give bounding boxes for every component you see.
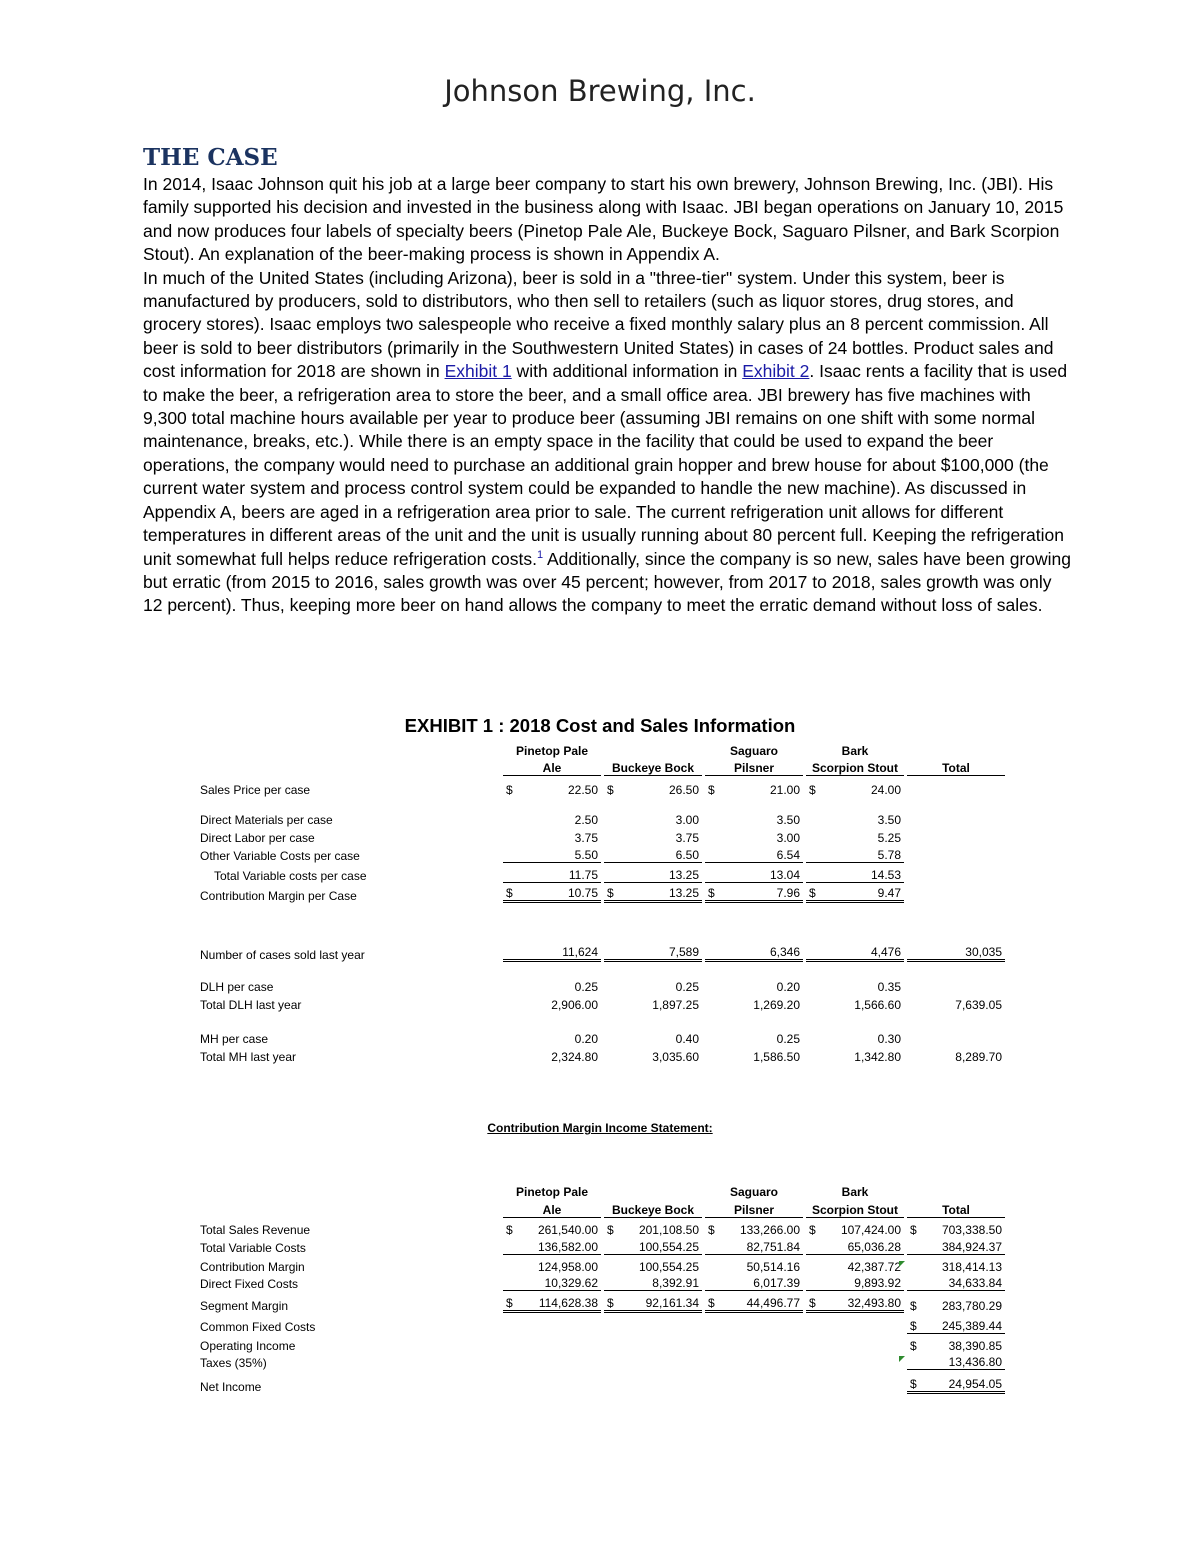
row-label: Common Fixed Costs xyxy=(200,1320,316,1334)
cell-value: 0.20 xyxy=(574,1032,598,1046)
cell-value: 0.30 xyxy=(877,1032,901,1046)
cell-value: 0.40 xyxy=(675,1032,699,1046)
cell-total: 34,633.84 xyxy=(907,1276,1005,1291)
row-total-sales-revenue: Total Sales Revenue $ 261,540.00 $ 201,108.50 $ 133,266.00 $ 107,424.00 $ 703,338.50 xyxy=(200,1223,1002,1237)
row-label: Sales Price per case xyxy=(200,783,311,797)
cell-value: 3.00 xyxy=(776,831,800,845)
cell-value: 4,476 xyxy=(806,945,904,962)
cell-value: 2,324.80 xyxy=(551,1050,598,1064)
exhibit-1-title: EXHIBIT 1 : 2018 Cost and Sales Information xyxy=(404,715,796,736)
cell-total: 38,390.85 xyxy=(948,1339,1002,1353)
row-label: Total DLH last year xyxy=(200,998,302,1012)
cell-value: 5.50 xyxy=(503,848,601,863)
row-label: Total Variable costs per case xyxy=(214,869,367,883)
row-label: Other Variable Costs per case xyxy=(200,849,360,863)
row-operating-income: Operating Income $ 38,390.85 xyxy=(200,1339,1002,1353)
cell-value: 6.54 xyxy=(705,848,803,863)
col-pinetop-top: Pinetop Pale xyxy=(515,744,589,758)
cell-total: 283,780.29 xyxy=(941,1299,1002,1313)
case-body xyxy=(143,173,1073,618)
exhibit-1-link[interactable]: Exhibit 1 xyxy=(444,361,512,382)
header-row-2 xyxy=(200,1199,985,1218)
row-segment-margin: Segment Margin $ 114,628.38 $ 92,161.34 $ 44,496.77 $ 32,493.80 $ 283,780.29 xyxy=(200,1296,1002,1313)
cell-value: 114,628.38 xyxy=(538,1296,598,1310)
header-row-1 xyxy=(200,739,985,758)
col-pinetop: Ale xyxy=(503,1203,601,1218)
cell-value: 11,624 xyxy=(503,945,601,962)
cell-value: 0.20 xyxy=(776,980,800,994)
paragraph-2-part-2: with additional information in xyxy=(511,361,743,382)
row-label: Contribution Margin xyxy=(200,1260,305,1274)
row-label: Total Variable Costs xyxy=(200,1241,306,1255)
cell-total: 24,954.05 xyxy=(948,1377,1002,1391)
cell-value: 2.50 xyxy=(574,813,598,827)
cell-value: 0.25 xyxy=(574,980,598,994)
cell-value: 42,387.72 xyxy=(847,1260,901,1274)
row-label: DLH per case xyxy=(200,980,274,994)
cell-value: 11.75 xyxy=(503,868,601,883)
row-net-income: Net Income $ 24,954.05 xyxy=(200,1370,985,1394)
cell-value: 1,586.50 xyxy=(753,1050,800,1064)
row-label: Contribution Margin per Case xyxy=(200,889,357,903)
cell-value: 0.25 xyxy=(776,1032,800,1046)
row-common-fixed-costs: Common Fixed Costs $ 245,389.44 xyxy=(200,1313,985,1334)
cell-value: 3.50 xyxy=(776,813,800,827)
col-buckeye: Buckeye Bock xyxy=(604,761,702,776)
cell-value: 1,342.80 xyxy=(854,1050,901,1064)
col-saguaro-top: Saguaro xyxy=(729,1185,778,1199)
row-direct-labor xyxy=(200,827,985,845)
cell-value: 44,496.77 xyxy=(746,1296,800,1310)
cell-value: 1,897.25 xyxy=(652,998,699,1012)
paragraph-2-part-1: In much of the United States (including Arizona), beer is sold in a "three-tier" system. Under this system, beer is manufactured by producers, sold to distributors, who then sell to retailers (such as liquor stores, drug stores, and grocery stores). Isaac employs two salespeople who receive a fixed monthly salary plus an 8 percent commission. All beer is sold to beer distributors (primarily in the Southwestern United States) in cases of 24 bottles. Product sales and cost information for 2018 are shown in xyxy=(143,267,1054,382)
cell-value: 124,958.00 xyxy=(537,1260,598,1274)
cm-statement-title: Contribution Margin Income Statement: xyxy=(487,1121,713,1135)
row-label: Direct Labor per case xyxy=(200,831,315,845)
document-title: Johnson Brewing, Inc. xyxy=(444,74,756,108)
col-bark: Scorpion Stout xyxy=(806,761,904,776)
cell-value: 3.00 xyxy=(675,813,699,827)
cell-value: 3.75 xyxy=(574,831,598,845)
row-cases-sold xyxy=(200,941,1002,962)
cell-value: 2,906.00 xyxy=(551,998,598,1012)
cell-value: 8,392.91 xyxy=(604,1276,702,1291)
col-bark-top: Bark xyxy=(841,744,869,758)
cell-value: 6,017.39 xyxy=(705,1276,803,1291)
row-mh-per-case xyxy=(200,1028,985,1046)
row-label: Direct Fixed Costs xyxy=(200,1277,299,1291)
cell-value: 26.50 xyxy=(668,783,699,797)
cell-value: 7,589 xyxy=(604,945,702,962)
cell-value: 10.75 xyxy=(567,886,598,900)
header-row-2 xyxy=(200,758,985,776)
row-taxes xyxy=(200,1353,1002,1370)
cell-value: 13.25 xyxy=(604,868,702,883)
cell-total: 7,639.05 xyxy=(955,998,1002,1012)
col-buckeye: Buckeye Bock xyxy=(604,1203,702,1218)
cell-value: 0.25 xyxy=(675,980,699,994)
cell-value: 0.35 xyxy=(877,980,901,994)
cell-value: 32,493.80 xyxy=(847,1296,901,1310)
row-total-variable xyxy=(200,863,985,883)
row-other-variable xyxy=(200,845,985,863)
col-saguaro: Pilsner xyxy=(705,761,803,776)
cell-value: 3,035.60 xyxy=(652,1050,699,1064)
cell-note-marker xyxy=(899,1261,905,1267)
row-label: Total Sales Revenue xyxy=(200,1223,311,1237)
cell-value: 107,424.00 xyxy=(840,1223,901,1237)
row-label: Operating Income xyxy=(200,1339,296,1353)
cm-statement-table xyxy=(200,1180,1002,1394)
exhibit-2-link[interactable]: Exhibit 2 xyxy=(742,361,810,382)
header-row-1 xyxy=(200,1180,985,1199)
cell-value: 7.96 xyxy=(776,886,800,900)
row-dlh-per-case xyxy=(200,976,985,994)
cell-value: 6,346 xyxy=(705,945,803,962)
cell-value: 92,161.34 xyxy=(645,1296,699,1310)
cell-value: 82,751.84 xyxy=(705,1240,803,1255)
cell-total: 703,338.50 xyxy=(941,1223,1002,1237)
row-label: Direct Materials per case xyxy=(200,813,333,827)
row-total-mh xyxy=(200,1046,1002,1064)
cell-value: 1,566.60 xyxy=(854,998,901,1012)
row-direct-fixed-costs xyxy=(200,1274,1002,1291)
cell-value: 10,329.62 xyxy=(503,1276,601,1291)
cell-note-marker xyxy=(899,1356,905,1362)
row-label: Total MH last year xyxy=(200,1050,297,1064)
row-contribution-margin: Contribution Margin per Case $ 10.75 $ 13.25 $ 7.96 $ 9.47 xyxy=(200,883,985,903)
cell-value: 9.47 xyxy=(877,886,901,900)
col-total: Total xyxy=(907,1203,1005,1218)
cell-value: 24.00 xyxy=(870,783,901,797)
row-label: Net Income xyxy=(200,1380,262,1394)
cell-value: 5.78 xyxy=(806,848,904,863)
cell-value: 201,108.50 xyxy=(638,1223,699,1237)
paragraph-1: In 2014, Isaac Johnson quit his job at a large beer company to start his own brewery, Johnson Brewing, Inc. (JBI). His family supported his decision and invested in the business along with Isaac. JBI began operations on January 10, 2015 and now produces four labels of specialty beers (Pinetop Pale Ale, Buckeye Bock, Saguaro Pilsner, and Bark Scorpion Stout). An explanation of the beer-making process is shown in Appendix A. xyxy=(143,174,1064,265)
col-saguaro: Pilsner xyxy=(705,1203,803,1218)
col-bark-top: Bark xyxy=(841,1185,869,1199)
col-bark: Scorpion Stout xyxy=(806,1203,904,1218)
cell-value: 14.53 xyxy=(806,868,904,883)
cell-value: 50,514.16 xyxy=(746,1260,800,1274)
section-heading: THE CASE xyxy=(143,144,278,171)
cell-total: 384,924.37 xyxy=(907,1240,1005,1255)
cell-value: 3.50 xyxy=(877,813,901,827)
cell-total: 30,035 xyxy=(907,945,1005,962)
cell-value: 13.25 xyxy=(668,886,699,900)
cell-value: 9,893.92 xyxy=(806,1276,904,1291)
paragraph-2-part-4: Additionally, since the company is so new, sales have been growing but erratic (from 2015 to 2016, sales growth was over 45 percent; however, from 2017 to 2018, sales growth was only 12 percent). Thus, keeping more beer on hand allows the company to meet the erratic demand without loss of sales. xyxy=(143,548,1071,616)
paragraph-2-part-3: . Isaac rents a facility that is used to make the beer, a refrigeration area to store the beer, and a small office area. JBI brewery has five machines with 9,300 total machine hours available per year to produce beer (assuming JBI remains on one shift with some normal maintenance, breaks, etc.). While there is an empty space in the facility that could be used to expand the beer operations, the company would need to purchase an additional grain hopper and brew house for about $100,000 (the current water system and process control system could be expanded to handle the new machine). As discussed in Appendix A, beers are aged in a refrigeration area prior to sale. The current refrigeration unit allows for different temperatures in different areas of the unit and the unit is usually running about 80 percent full. Keeping the refrigeration unit somewhat full helps reduce refrigeration costs. xyxy=(143,361,1068,569)
cell-value: 21.00 xyxy=(769,783,800,797)
cell-total: 8,289.70 xyxy=(955,1050,1002,1064)
cell-value: 136,582.00 xyxy=(503,1240,601,1255)
cell-value: 22.50 xyxy=(567,783,598,797)
footnote-ref[interactable]: 1 xyxy=(536,548,544,561)
exhibit-1-table xyxy=(200,739,1002,1064)
cell-value: 6.50 xyxy=(604,848,702,863)
cell-value: 3.75 xyxy=(675,831,699,845)
cell-value: 100,554.25 xyxy=(604,1240,702,1255)
col-pinetop-top: Pinetop Pale xyxy=(515,1185,589,1199)
cell-total: 13,436.80 xyxy=(948,1355,1002,1369)
row-label: MH per case xyxy=(200,1032,269,1046)
row-label: Segment Margin xyxy=(200,1299,289,1313)
cell-value: 65,036.28 xyxy=(806,1240,904,1255)
col-saguaro-top: Saguaro xyxy=(729,744,778,758)
row-direct-materials xyxy=(200,809,985,827)
row-total-dlh xyxy=(200,994,1002,1012)
cell-value: 13.04 xyxy=(705,868,803,883)
row-label: Taxes (35%) xyxy=(200,1356,267,1370)
row-contribution-margin xyxy=(200,1255,1002,1274)
cell-value: 100,554.25 xyxy=(638,1260,699,1274)
paragraph-2 xyxy=(143,267,1073,618)
cell-value: 5.25 xyxy=(877,831,901,845)
col-total: Total xyxy=(907,761,1005,776)
cell-value: 261,540.00 xyxy=(537,1223,598,1237)
row-label: Number of cases sold last year xyxy=(200,948,365,962)
row-total-variable-costs xyxy=(200,1237,1002,1255)
cell-value: 1,269.20 xyxy=(753,998,800,1012)
cell-total: 245,389.44 xyxy=(941,1319,1002,1333)
col-pinetop: Ale xyxy=(503,761,601,776)
row-sales-price: Sales Price per case $ 22.50 $ 26.50 $ 21.00 $ 24.00 xyxy=(200,783,901,797)
cell-total: 318,414.13 xyxy=(941,1260,1002,1274)
cell-value: 133,266.00 xyxy=(739,1223,800,1237)
